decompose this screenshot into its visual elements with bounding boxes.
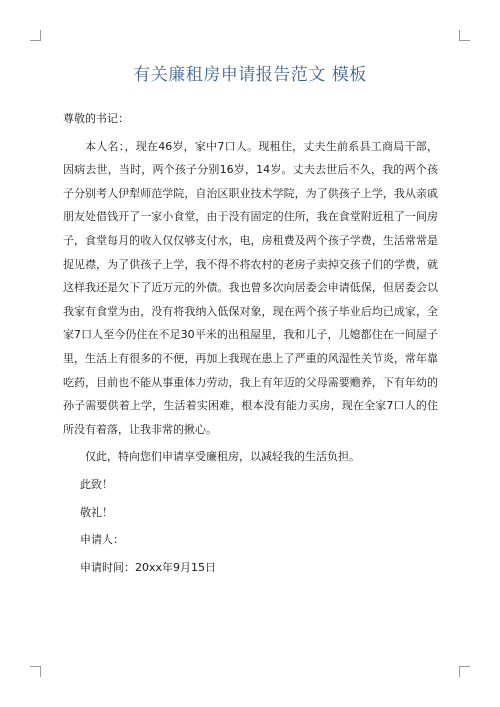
document-body bbox=[63, 107, 438, 579]
corner-mark-top-left bbox=[30, 30, 41, 41]
document-title: 有关廉租房申请报告范文 模板 bbox=[133, 65, 367, 85]
body-paragraph: 本人名：，现在46岁，家中7口人。现租住，丈夫生前系县工商局干部，因病去世，当时，两个孩子分别16岁，14岁。丈夫去世后不久，我的两个孩子分别考人伊犁师范学院，自治区职业技术学院，为了供孩子上学，我从亲戚朋友处借钱开了一家小食堂，由于没有固定的住所，我在食堂附近租了一间房子，食堂每月的收入仅仅够支付水，电，房租费及两个孩子学费，生活常常是捉见襟，为了供孩子上学，我不得不将农村的老房子卖掉交孩子们的学费，就这样我还是欠下了近万元的外债。我也曾多次向居委会申请低保，但居委会以我家有食堂为由，没有将我纳入低保对象，现在两个孩子毕业后均已成家，全家7口人至今仍住在不足30平米的出租屋里，我和儿子，儿媳都住在一间屋子里，生活上有很多的不便，再加上我现在患上了严重的风湿性关节炎，常年靠吃药，目前也不能从事重体力劳动，我上有年迈的父母需要赡养，下有年幼的孙子需要供着上学，生活着实困难，根本没有能力买房，现在全家7口人的住所没有着落，让我非常的揪心。 bbox=[63, 139, 438, 436]
corner-mark-bottom-right bbox=[459, 666, 470, 677]
request-paragraph: 仅此，特向您们申请享受廉租房，以减轻我的生活负担。 bbox=[85, 450, 360, 464]
corner-mark-bottom-left bbox=[30, 666, 41, 677]
greeting: 尊敬的书记： bbox=[63, 112, 129, 125]
closing-cizhi: 此致！ bbox=[80, 477, 113, 491]
closing-jingli: 敬礼！ bbox=[80, 505, 113, 519]
corner-mark-top-right bbox=[459, 30, 470, 41]
application-date: 申请时间：20xx年9月15日 bbox=[80, 560, 217, 574]
applicant-line: 申请人： bbox=[80, 533, 124, 547]
